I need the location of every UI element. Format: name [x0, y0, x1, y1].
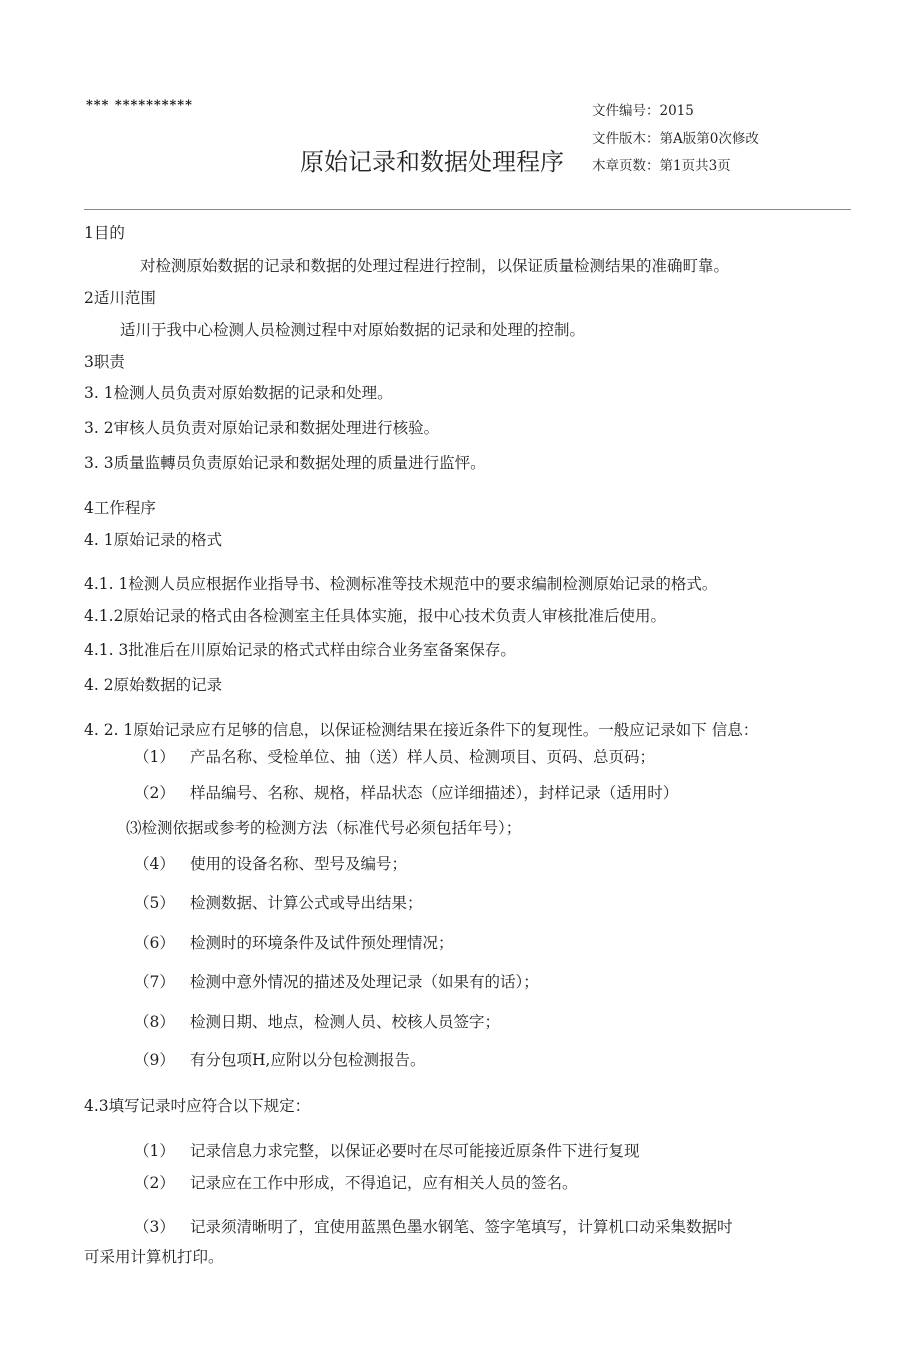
company-name: *** **********: [86, 98, 193, 113]
list-number: （1）: [134, 1142, 175, 1160]
format-item: 4.1. 1检测人员应根据作业指导书、检测标准等技术规范中的要求编制检测原始记录的格式。: [84, 575, 718, 593]
list-text: 有分包项H,应附以分包检测报告。: [190, 1051, 426, 1069]
list-number: （5）: [134, 894, 175, 912]
list-number: （9）: [134, 1051, 175, 1069]
section-heading-scope: 2适川范围: [84, 289, 156, 307]
list-item: [134, 1171, 578, 1193]
format-item: 4.1.2原始记录的格式由各检测室主任具体实施，报中心技术负责人审核批准后使用。: [84, 607, 666, 625]
list-number: （4）: [134, 855, 175, 873]
list-number: （2）: [134, 1174, 175, 1192]
list-text: 产品名称、受检单位、抽（送）样人员、检测项目、页码、总页码；: [190, 748, 656, 766]
list-number: （1）: [134, 748, 175, 766]
duty-item: 3. 2审核人员负责对原始记录和数据处理进行核验。: [84, 419, 440, 437]
paragraph-scope: 适川于我中心检测人员检测过程中对原始数据的记录和处理的控制。: [120, 321, 586, 339]
list-item: [134, 781, 678, 803]
doc-number: 文件编号：2015: [592, 103, 694, 119]
list-number: （6）: [134, 934, 175, 952]
list-item: [134, 852, 407, 874]
section-heading-purpose: 1目的: [84, 224, 125, 242]
format-item: 4.1. 3批准后在川原始记录的格式式样由综合业务室备案保存。: [84, 641, 516, 659]
section-heading-procedure: 4工作程序: [84, 499, 156, 517]
list-text: 检测中意外情况的描述及处理记录（如果有的话）；: [190, 973, 539, 991]
list-number: （7）: [134, 973, 175, 991]
page-count: 木章页数：第1页共3页: [592, 158, 731, 174]
list-text: 样品编号、名称、规格，样品状态（应详细描述），封样记录（适用时）: [190, 784, 679, 802]
list-item: ⑶检测依据或参考的检测方法（标准代号必须包括年号）；: [126, 819, 522, 837]
list-item: [134, 931, 454, 953]
list-text: 检测时的环境条件及试件预处理情况；: [190, 934, 454, 952]
list-item: [134, 1139, 640, 1161]
list-item: [134, 970, 539, 992]
list-number: （3）: [134, 1218, 175, 1236]
list-item: [134, 1048, 425, 1070]
list-text: 记录信息力求完整，以保证必要吋在尽可能接近原条件下进行复现: [190, 1142, 640, 1160]
header-divider: [84, 209, 851, 210]
doc-version: 文件版木：第A版第0次修改: [592, 131, 759, 147]
paragraph-continuation: 可采用计算机打印。: [84, 1248, 224, 1266]
list-item: [134, 891, 423, 913]
paragraph-purpose: 对检测原始数据的记录和数据的处理过程进行控制，以保证质量检测结果的准确町靠。: [140, 257, 730, 275]
subsection-heading-format: 4. 1原始记录的格式: [84, 531, 223, 549]
section-heading-duties: 3职责: [84, 353, 125, 371]
list-number: （2）: [134, 784, 175, 802]
list-text: 检测数据、计算公式或导出结果；: [190, 894, 423, 912]
subsection-heading-rules: 4.3填写记录吋应符合以下规定：: [84, 1097, 311, 1115]
list-number: （8）: [134, 1013, 175, 1031]
list-text: 检测日期、地点，检测人员、校核人员签字；: [190, 1013, 501, 1031]
duty-item: 3. 3质量监轉员负责原始记录和数据处理的质量进行监怦。: [84, 454, 486, 472]
recording-intro: 4. 2. 1原始记录应冇足够的信息，以保证检测结果在接近条件下的复现性。一般应记录如下 信息：: [84, 721, 759, 739]
subsection-heading-recording: 4. 2原始数据的记录: [84, 676, 223, 694]
list-item: [134, 745, 655, 767]
document-title: 原始记录和数据处理程序: [300, 148, 564, 176]
list-text: 记录应在工作中形成，不得追记，应有相关人员的签名。: [190, 1174, 578, 1192]
list-item: [134, 1215, 733, 1237]
list-item: [134, 1010, 500, 1032]
duty-item: 3. 1检测人员负责对原始数据的记录和处理。: [84, 384, 393, 402]
list-text: 记录须清晰明了，宜使用蓝黑色墨水钢笔、签字笔填写，计算机口动采集数据吋: [190, 1218, 733, 1236]
list-text: 使用的设备名称、型号及编号；: [190, 855, 408, 873]
